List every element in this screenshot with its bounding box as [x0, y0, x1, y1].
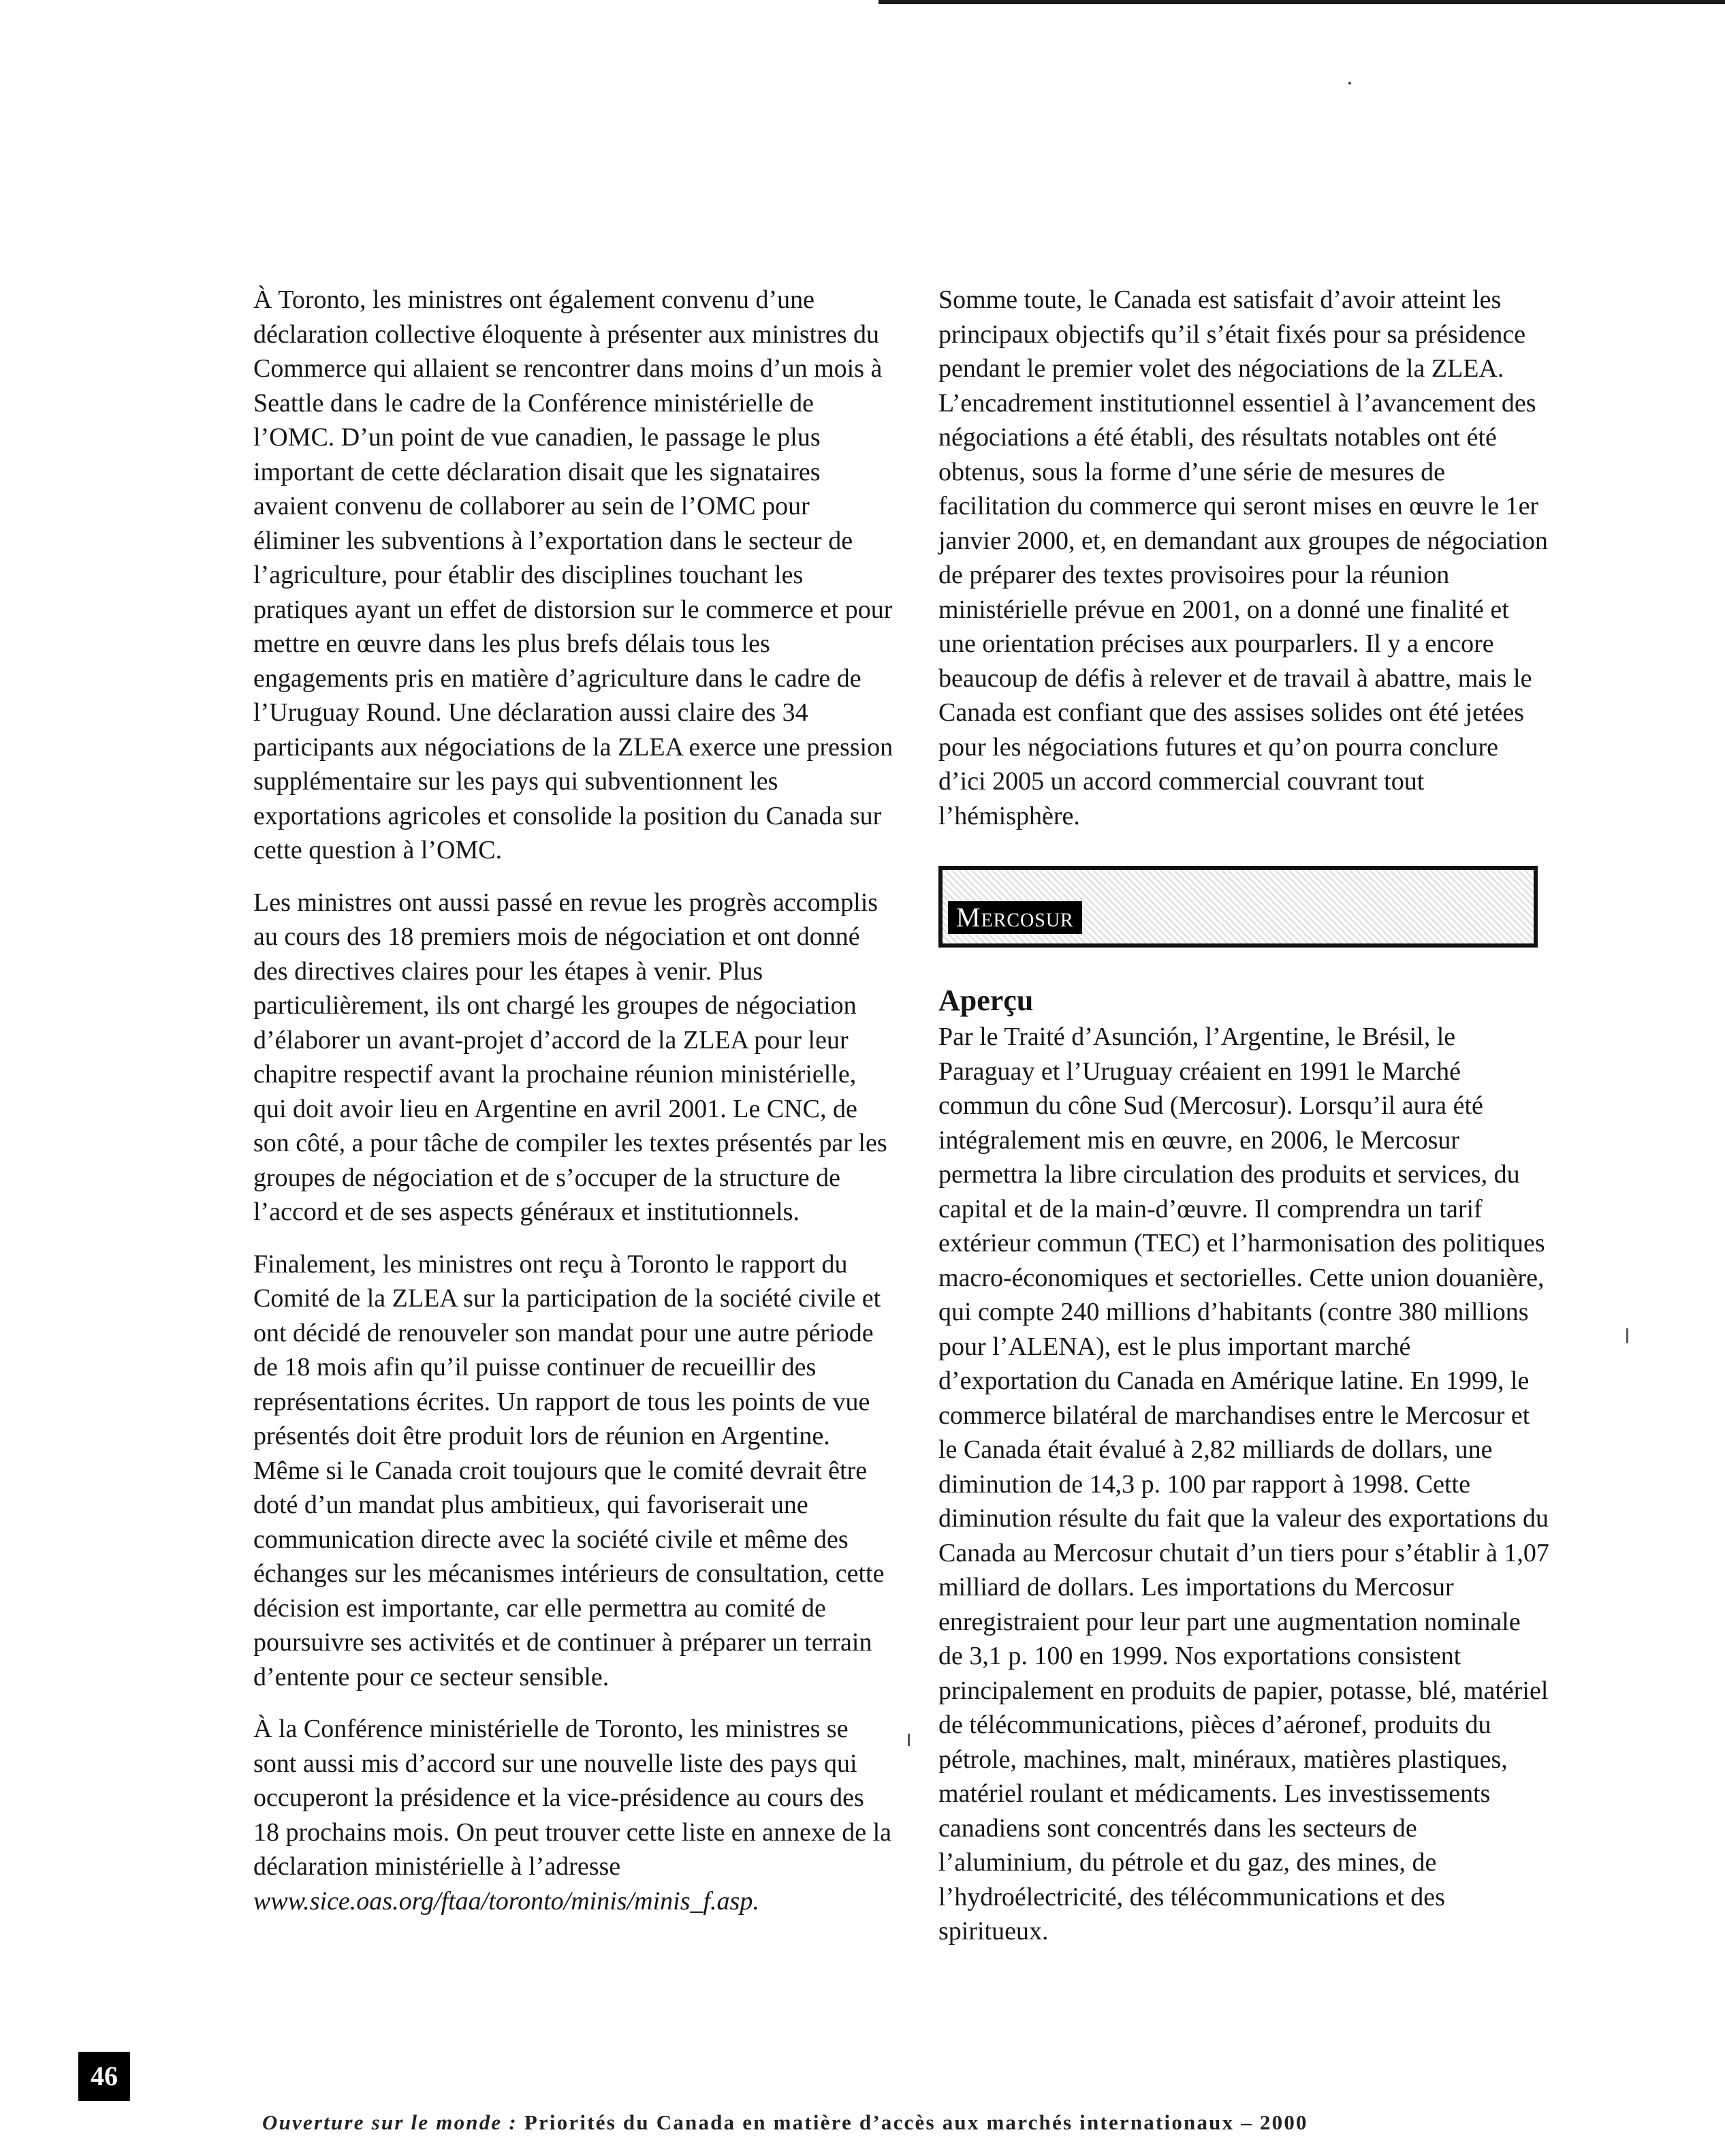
- page-number-badge: 46: [78, 2052, 130, 2101]
- paragraph-toronto-declaration: À Toronto, les ministres ont également convenu d’une déclaration collective éloquente à présenter aux ministres du Commerce qui allaient se rencontrer dans moins d’un mois à Seattle dans le cadre de la Conférence ministérielle de l’OMC. D’un point de vue canadien, le passage le plus important de cette déclaration disait que les signataires avaient convenu de collaborer au sein de l’OMC pour éliminer les subventions à l’exportation dans le secteur de l’agriculture, pour établir des disciplines touchant les pratiques ayant un effet de distorsion sur le commerce et pour mettre en œuvre dans les plus brefs délais tous les engagements pris en matière d’agriculture dans le cadre de l’Uruguay Round. Une déclaration aussi claire des 34 participants aux négociations de la ZLEA exerce une pression supplémentaire sur les pays qui subventionnent les exportations agricoles et consolide la position du Canada sur cette question à l’OMC.: [253, 285, 893, 864]
- scan-speck: [908, 1734, 910, 1746]
- footer-subtitle: Priorités du Canada en matière d’accès aux marchés internationaux – 2000: [524, 2110, 1308, 2134]
- section-heading-apercu: Aperçu: [938, 984, 1034, 1017]
- mercosur-section-banner: [938, 866, 1538, 948]
- paragraph-progress-review: Les ministres ont aussi passé en revue les progrès accomplis au cours des 18 premiers mois de négociation et ont donné des directives claires pour les étapes à venir. Plus particulièrement, ils ont chargé les groupes de négociation d’élaborer un avant-projet d’accord de la ZLEA pour leur chapitre respectif avant la prochaine réunion ministérielle, qui doit avoir lieu en Argentine en avril 2001. Le CNC, de son côté, a pour tâche de compiler les textes présentés par les groupes de négociation et de s’occuper de la structure de l’accord et de ses aspects généraux et institutionnels.: [253, 888, 887, 1226]
- top-border-line: [879, 0, 1725, 4]
- scan-speck: [1626, 1328, 1628, 1343]
- running-footer: [262, 2110, 1624, 2135]
- paragraph-chairmanship: [253, 1712, 893, 1918]
- left-column: [253, 283, 893, 1936]
- paragraph-mercosur-overview: Par le Traité d’Asunción, l’Argentine, le Brésil, le Paraguay et l’Uruguay créaient en 1991 le Marché commun du cône Sud (Mercosur). Lorsqu’il aura été intégralement mis en œuvre, en 2006, le Mercosur permettra la libre circulation des produits et services, du capital et de la main-d’œuvre. Il comprendra un tarif extérieur commun (TEC) et l’harmonisation des politiques macro-économiques et sectorielles. Cette union douanière, qui compte 240 millions d’habitants (contre 380 millions pour l’ALENA), est le plus important marché d’exportation du Canada en Amérique latine. En 1999, le commerce bilatéral de marchandises entre le Mercosur et le Canada était évalué à 2,82 milliards de dollars, une diminution de 14,3 p. 100 par rapport à 1998. Cette diminution résulte du fait que la valeur des exportations du Canada au Mercosur chutait d’un tiers pour s’établir à 1,07 milliard de dollars. Les importations du Mercosur enregistraient pour leur part une augmentation nominale de 3,1 p. 100 en 1999. Nos exportations consistent principalement en produits de papier, potasse, blé, matériel de télécommunications, pièces d’aéronef, produits du pétrole, machines, malt, minéraux, matières plastiques, matériel roulant et médicaments. Les investissements canadiens sont concentrés dans les secteurs de l’aluminium, du pétrole et du gaz, des mines, de l’hydroélectricité, des télécommunications et des spiritueux.: [938, 1022, 1549, 1946]
- paragraph-summary: Somme toute, le Canada est satisfait d’avoir atteint les principaux objectifs qu’il s’était fixés pour sa présidence pendant le premier volet des négociations de la ZLEA. L’encadrement institutionnel essentiel à l’avancement des négociations a été établi, des résultats notables ont été obtenus, sous la forme d’une série de mesures de facilitation du commerce qui seront mises en œuvre le 1er janvier 2000, et, en demandant aux groupes de négociation de préparer des textes provisoires pour la réunion ministérielle prévue en 2001, on a donné une finalité et une orientation précises aux pourparlers. Il y a encore beaucoup de défis à relever et de travail à abattre, mais le Canada est confiant que des assises solides ont été jetées pour les négociations futures et qu’on pourra conclure d’ici 2005 un accord commercial couvrant tout l’hémisphère.: [938, 285, 1548, 830]
- right-column: [938, 283, 1551, 1967]
- scan-speck: [1348, 82, 1351, 84]
- mercosur-banner-label: Mercosur: [948, 901, 1082, 934]
- ministerial-declaration-link[interactable]: www.sice.oas.org/ftaa/toronto/minis/minis_f.asp.: [253, 1886, 759, 1916]
- paragraph-civil-society: Finalement, les ministres ont reçu à Toronto le rapport du Comité de la ZLEA sur la participation de la société civile et ont décidé de renouveler son mandat pour une autre période de 18 mois afin qu’il puisse continuer de recueillir des représentations écrites. Un rapport de tous les points de vue présentés doit être produit lors de réunion en Argentine. Même si le Canada croit toujours que le comité devrait être doté d’un mandat plus ambitieux, qui favoriserait une communication directe avec la société civile et même des échanges sur les mécanismes intérieurs de consultation, cette décision est importante, car elle permettra au comité de poursuivre ses activités et de continuer à préparer un terrain d’entente pour ce secteur sensible.: [253, 1249, 885, 1691]
- chairmanship-text: À la Conférence ministérielle de Toronto, les ministres se sont aussi mis d’accord sur une nouvelle liste des pays qui occuperont la présidence et la vice-présidence au cours des 18 prochains mois. On peut trouver cette liste en annexe de la déclaration ministérielle à l’adresse: [253, 1715, 892, 1881]
- footer-publication-title: Ouverture sur le monde :: [262, 2110, 518, 2134]
